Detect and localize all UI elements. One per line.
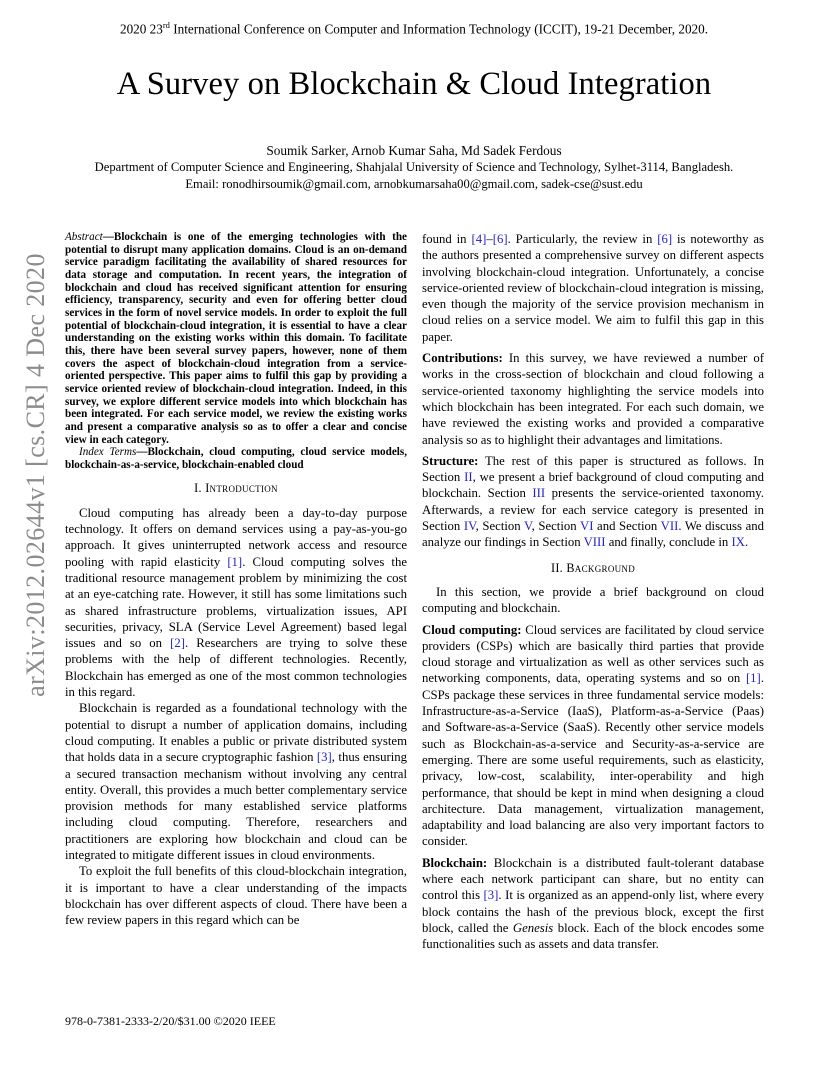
intro-continued-paragraph: found in [4]–[6]. Particularly, the review in [6] is noteworthy as the authors presented a comprehensive survey on different aspects involving blockchain-cloud integration. Unfortunately, a concise service-oriented review of blockchain-cloud integration is missing, even though the majority of the service provision mechanism in cloud relies on a service model. We aim to fulfil this gap in this paper.: [422, 232, 764, 344]
author-list: Soumik Sarker, Arnob Kumar Saha, Md Sadek Ferdous: [266, 143, 562, 158]
genesis-term: Genesis: [512, 920, 554, 935]
section-heading-background: II. Background: [550, 560, 636, 575]
header-text-rest: International Conference on Computer and Information Technology (ICCIT), 19-21 December, 2020.: [169, 21, 709, 37]
abstract-text: —Blockchain is one of the emerging technologies with the potential to disrupt many application domains. Cloud is an on-demand service paradigm facilitating the availability of shared resources for data storage and computation. In recent years, the integration of blockchain and cloud has received significant attention for ensuring efficiency, transparency, security and even for offering better cloud services in the form of novel service models. In order to exploit the full potential of blockchain-cloud integration, it is essential to have a clear understanding on the existing works within this domain. To facilitate this, there have been several survey papers, however, none of them covers the aspect of blockchain-cloud integration from a service-oriented perspective. This paper aims to fulfil this gap by providing a service oriented review of blockchain-cloud integration. Indeed, in this survey, we explore different service models into which blockchain has been integrated. For each service model, we review the existing works and present a comparative analysis so as to offer a clear and concise view in each category.: [65, 231, 407, 446]
cloud-computing-paragraph: Cloud computing: Cloud services are facilitated by cloud service providers (CSPs) which are basically third parties that provide cloud storage and virtualization as well as other services such as networking components, data, operating systems and so on [1]. CSPs package these services in three fundamental service models: Infrastructure-as-a-Service (IaaS), Platform-as-a-Service (Paas) and Software-as-a-Service (SaaS). Recently other service models such as Blockchain-as-a-service and Security-as-a-service are emerging. There are some useful requirements, such as elasticity, privacy, low-cost, scalability, inter-operability and high performance, that should be kept in mind when designing a cloud architecture. Data management, virtualization management, adaptability and load balancing are also very important factors to consider.: [422, 622, 764, 849]
citation-link[interactable]: [3]: [316, 750, 332, 765]
citation-link[interactable]: [4]: [471, 232, 487, 246]
index-terms-label: Index Terms: [79, 446, 137, 459]
header-superscript: rd: [162, 20, 170, 30]
conference-header: [0, 20, 828, 37]
blockchain-label: Blockchain:: [422, 855, 488, 870]
index-terms-text: —Blockchain, cloud computing, cloud service models, blockchain-as-a-service, blockchain-enabled cloud: [65, 446, 407, 471]
cloud-computing-label: Cloud computing:: [422, 622, 522, 637]
copyright-footer: 978-0-7381-2333-2/20/$31.00 ©2020 IEEE: [65, 1014, 276, 1028]
blockchain-paragraph: Blockchain: Blockchain is a distributed fault-tolerant database where each network participant can share, but no entity can control this [3]. It is organized as an append-only list, where every block contains the hash of the previous block, except the first block, called the Genesis block. Each of the block encodes some functionalities such as assets and data transfer.: [422, 855, 764, 952]
affiliation: Department of Computer Science and Engineering, Shahjalal University of Science and Technology, Sylhet-3114, Bangladesh.: [94, 160, 734, 174]
citation-link[interactable]: [2]: [170, 636, 185, 651]
structure-paragraph: Structure: The rest of this paper is structured as follows. In Section II, we present a brief background of cloud computing and blockchain. Section III presents the service-oriented taxonomy. Afterwards, a review for each service category is presented in Section IV, Section V, Section VI and Section VII. We discuss and analyze our findings in Section VIII and finally, conclude in IX.: [422, 453, 764, 550]
citation-link[interactable]: [3]: [483, 888, 499, 903]
section-link[interactable]: II: [464, 470, 473, 485]
section-link[interactable]: III: [532, 486, 546, 501]
section-link[interactable]: IX: [731, 535, 745, 550]
author-emails: Email: ronodhirsoumik@gmail.com, arnobkumarsaha00@gmail.com, sadek-cse@sust.edu: [185, 177, 643, 191]
intro-paragraph-1: Cloud computing has already been a day-to-day purpose technology. It offers on demand services using a pay-as-you-go approach. It gives uninterrupted network access and resource pooling with rapid elasticity [1]. Cloud computing solves the traditional resource management problem by minimizing the cost at an eye-catching rate. However, it still has some limitations such as shared infrastructure problems, virtualization issues, API securities, privacy, SLA (Service Level Agreement) based legal issues and so on [2]. Researchers are trying to solve these problems with the help of different technologies. Recently, Blockchain has emerged as one of the most common technologies in this regard.: [65, 505, 407, 700]
citation-link[interactable]: [6]: [657, 232, 673, 246]
section-heading-introduction: I. Introduction: [194, 481, 278, 496]
paper-title: A Survey on Blockchain & Cloud Integration: [116, 66, 712, 102]
index-terms: [65, 446, 407, 471]
structure-label: Structure:: [422, 453, 479, 468]
right-column: [422, 231, 764, 952]
citation-link[interactable]: [1]: [745, 671, 761, 686]
arxiv-identifier: arXiv:2012.02644v1 [cs.CR] 4 Dec 2020: [21, 253, 50, 697]
section-link[interactable]: VIII: [583, 535, 606, 550]
abstract-label: Abstract: [65, 231, 103, 243]
abstract: [65, 231, 407, 446]
citation-link[interactable]: [6]: [492, 232, 508, 246]
left-column: [65, 231, 407, 928]
background-intro-paragraph: In this section, we provide a brief background on cloud computing and blockchain.: [422, 584, 764, 616]
header-text: 2020 23: [119, 21, 163, 37]
section-link[interactable]: IV: [463, 519, 476, 534]
citation-link[interactable]: [1]: [227, 554, 243, 569]
contributions-label: Contributions:: [422, 351, 503, 366]
section-link[interactable]: V: [524, 519, 532, 534]
section-link[interactable]: VII: [660, 519, 679, 534]
intro-paragraph-3: To exploit the full benefits of this cloud-blockchain integration, it is important to have a clear understanding of the impacts blockchain has over different aspects of cloud. There have been a few review papers in this regard which can be: [65, 864, 407, 928]
intro-paragraph-2: Blockchain is regarded as a foundational technology with the potential to disrupt a number of application domains, including cloud computing. It enables a public or private distributed system that holds data in a secure cryptographic fashion [3], thus ensuring a secured transaction mechanism without involving any central entity. Overall, this provides a much better complementary service provision methods for many established service platforms including cloud computing. Therefore, researchers and practitioners are exploring how blockchain and cloud can be integrated to mitigate different issues in cloud environments.: [65, 701, 407, 862]
section-link[interactable]: VI: [579, 519, 594, 534]
contributions-paragraph: Contributions: In this survey, we have reviewed a number of works in the cross-section of blockchain and cloud following a service-oriented taxonomy highlighting the service models into which blockchain has been integrated. For each such domain, we have reviewed the existing works and provided a comparative analysis so as to highlight their advantages and limitations.: [422, 351, 764, 447]
